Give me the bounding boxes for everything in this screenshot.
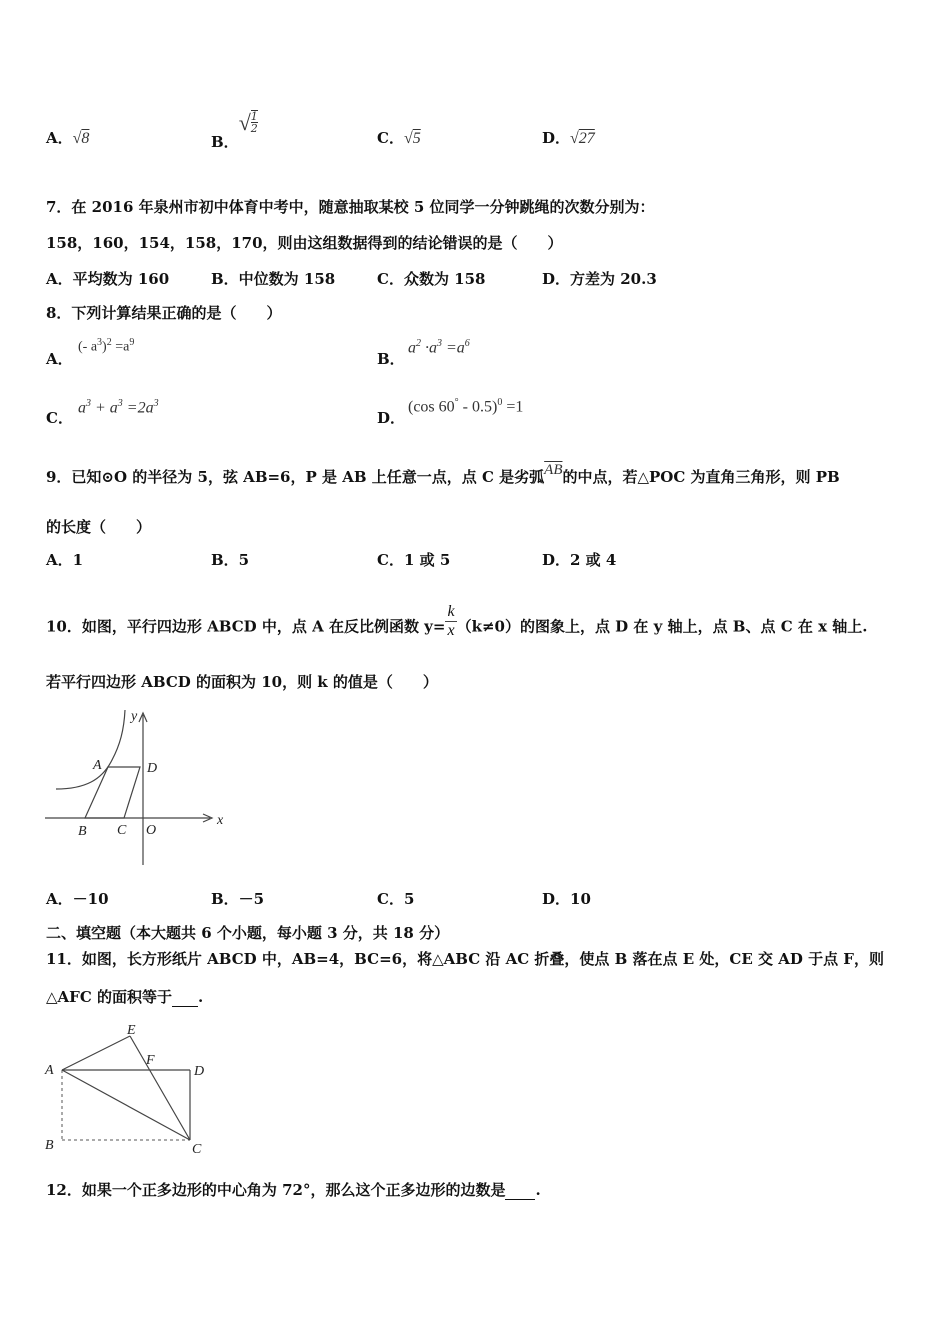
q9-option-a: A．1 [46, 551, 84, 569]
q9-stem-line2: 的长度（ ） [46, 518, 152, 536]
q8-option-a-label: A． [46, 350, 73, 368]
q8-stem: 8．下列计算结果正确的是（ ） [46, 304, 282, 322]
q9-option-c: C．1 或 5 [377, 551, 451, 569]
edge-ec [130, 1036, 190, 1140]
q12-stem: 12．如果一个正多边形的中心角为 72°，那么这个正多边形的边数是 . [46, 1181, 541, 1199]
sqrt-expression: √5 [403, 130, 421, 147]
q9-option-b: B．5 [211, 551, 250, 569]
k-over-x-fraction: $\frac{k}{x}$ [447, 603, 455, 639]
diagonal-ac [62, 1070, 190, 1140]
q10-option-a: A．－10 [46, 890, 109, 908]
label-b: B [45, 1138, 54, 1153]
label-o: O [146, 823, 157, 838]
sqrt-symbol: √ [238, 110, 251, 135]
edge-ae [62, 1036, 130, 1070]
q9-option-d: D．2 或 4 [542, 551, 617, 569]
q7-option-a: A．平均数为 160 [46, 270, 170, 288]
label-y: y [131, 709, 138, 724]
q11-figure [40, 1018, 220, 1158]
q6-option-a: A．√8 [46, 129, 90, 147]
q9-stem-line1: 9．已知⊙O 的半径为 5，弦 AB=6，P 是 AB 上任意一点，点 C 是劣弧$\overline{AB}$的中点，若△POC 为直角三角形，则 PB [46, 462, 840, 486]
parallelogram-abcd [85, 767, 140, 818]
label-x: x [217, 813, 224, 828]
label-f: F [146, 1053, 155, 1068]
q10-option-b: B．－5 [211, 890, 265, 908]
answer-blank [505, 1181, 535, 1200]
label-c: C [192, 1142, 202, 1157]
sqrt-expression: √27 [570, 130, 595, 147]
q11-stem-line1: 11．如图，长方形纸片 ABCD 中，AB=4，BC=6，将△ABC 沿 AC 折叠，使点 B 落在点 E 处，CE 交 AD 于点 F，则 [46, 950, 884, 968]
q6-option-c: C．√5 [377, 129, 421, 147]
section-2-heading: 二、填空题（本大题共 6 个小题，每小题 3 分，共 18 分） [46, 924, 450, 942]
q8-option-a-expr: (- $a^3)^2 =a^9$ [78, 337, 135, 355]
label-d: D [147, 761, 158, 776]
sqrt-expression: √8 [72, 130, 90, 147]
q10-option-d: D．10 [542, 890, 591, 908]
q8-option-d-label: D． [377, 409, 406, 427]
q8-option-d-expr: (cos 60° - 0.5)$^0$ =1 [408, 397, 524, 416]
q6-option-d: D．√27 [542, 129, 595, 147]
label-a: A [45, 1063, 54, 1078]
q7-option-d: D．方差为 20.3 [542, 270, 657, 288]
q10-figure [40, 705, 240, 870]
q8-option-b-expr: $a^2 \cdot a^3 =a^6$ [408, 338, 470, 357]
q7-stem-line1: 7．在 2016 年泉州市初中体育中考中，随意抽取某校 5 位同学一分钟跳绳的次数分别为： [46, 198, 655, 216]
q7-option-b: B．中位数为 158 [211, 270, 336, 288]
q11-stem-line2: △AFC 的面积等于 . [46, 988, 204, 1006]
label-d: D [194, 1064, 205, 1079]
q10-stem-line1: 10．如图，平行四边形 ABCD 中，点 A 在反比例函数 y= $\frac{k}{x}$ （k≠0）的图象上，点 D 在 y 轴上，点 B、点 C 在 x 轴上. [46, 603, 868, 639]
hyperbola-curve [56, 710, 125, 789]
q8-option-c-expr: $a^3 + a^3 =2a^3$ [78, 398, 159, 417]
label-e: E [127, 1023, 136, 1038]
answer-blank [172, 988, 198, 1007]
q10-stem-line2: 若平行四边形 ABCD 的面积为 10，则 k 的值是（ ） [46, 673, 438, 691]
q7-option-c: C．众数为 158 [377, 270, 486, 288]
sqrt-fraction: $\frac{1}{2}$ [250, 110, 258, 135]
q10-option-c: C．5 [377, 890, 415, 908]
q6-option-b: B．√ $\frac{1}{2}$ [211, 110, 258, 151]
q8-option-c-label: C． [46, 409, 73, 427]
label-c: C [117, 823, 127, 838]
label-b: B [78, 824, 87, 839]
q7-stem-line2: 158，160，154，158，170，则由这组数据得到的结论错误的是（ ） [46, 234, 563, 252]
arc-ab-symbol: $\overline{AB}$ [544, 462, 563, 478]
label-a: A [93, 758, 102, 773]
q8-option-b-label: B． [377, 350, 405, 368]
